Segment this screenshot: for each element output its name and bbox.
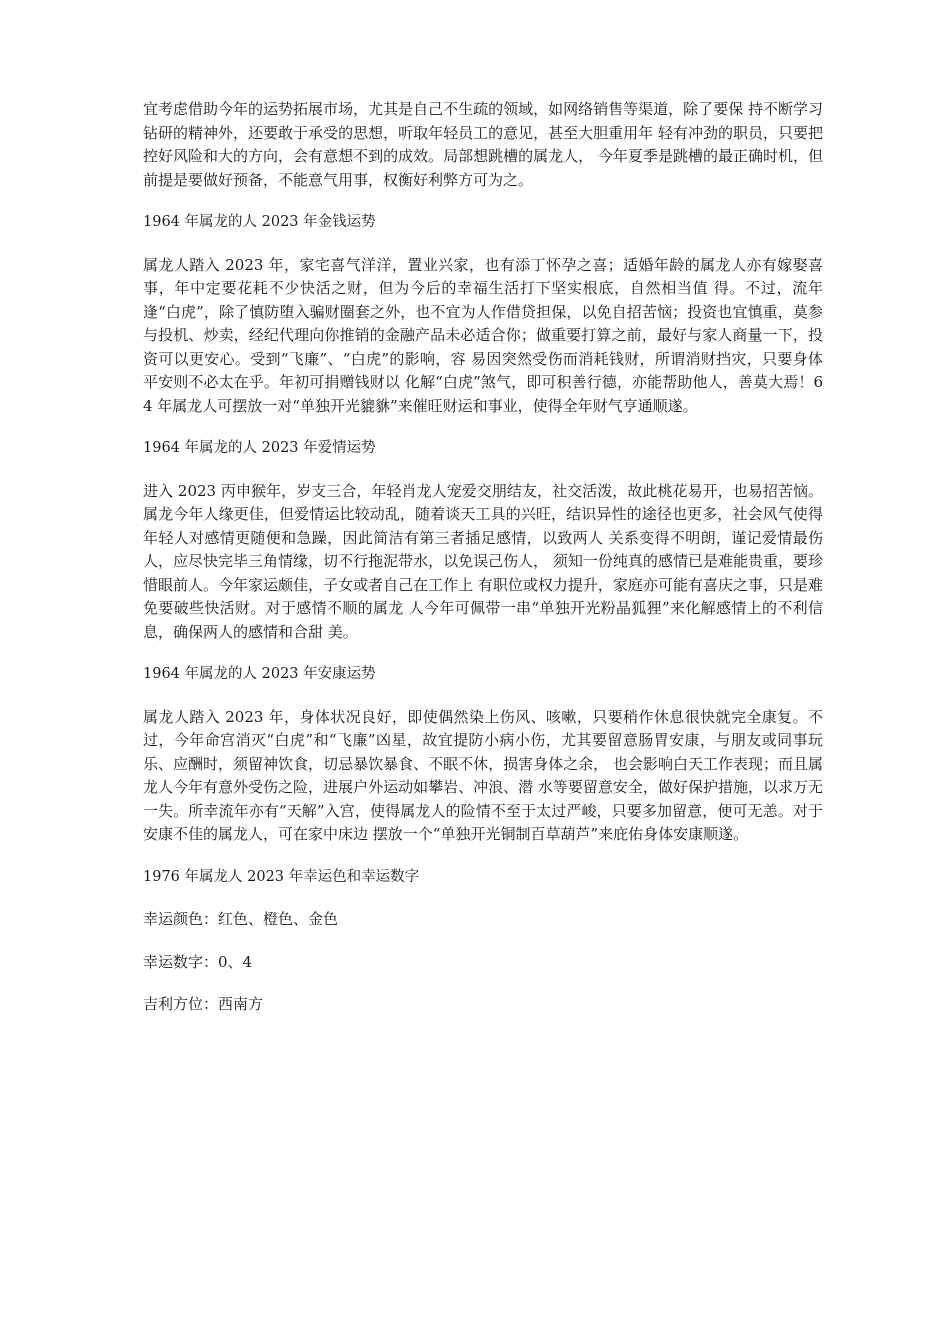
lucky-direction: 吉利方位：西南方 [143, 995, 264, 1013]
lucky-number: 幸运数字：0、4 [143, 952, 253, 971]
document-page [143, 98, 823, 1036]
lucky-color: 幸运颜色：红色、橙色、金色 [143, 910, 339, 928]
section-heading-health: 1964 年属龙的人 2023 年安康运势 [143, 666, 376, 682]
intro-paragraph: 宜考虑借助今年的运势拓展市场，尤其是自己不生疏的领域，如网络销售等渠道，除了要保 持不断学习钻研的精神外，还要敢于承受的思想，听取年轻员工的意见，甚至大胆重用年 轻有冲劲的职员，只要把控好风险和大的方向，会有意想不到的成效。局部想跳槽的属龙人， 今年夏季是跳槽的最正确时机，但前提是要做好预备，不能意气用事，权衡好利弊方可为之。 [143, 100, 823, 189]
section-body-health: 属龙人踏入 2023 年，身体状况良好，即使偶然染上伤风、咳嗽，只要稍作休息很快就完全康复。不过，今年命宫消灭“白虎”和“飞廉”凶星，故宜提防小病小伤，尤其要留意肠胃安康，与朋友或同事玩乐、应酬时，须留神饮食，切忌暴饮暴食、不眠不休，损害身体之余， 也会影响白天工作表现；而且属龙人今年有意外受伤之险，进展户外运动如攀岩、冲浪、潜 水等要留意安全，做好保护措施，以求万无一失。所幸流年亦有“天解”入宫，使得属龙人的险情不至于太过严峻，只要多加留意，便可无恙。对于安康不佳的属龙人，可在家中床边 摆放一个“单独开光铜制百草葫芦”来庇佑身体安康顺遂。 [143, 707, 823, 843]
lucky-heading: 1976 年属龙人 2023 年幸运色和幸运数字 [143, 868, 420, 885]
section-body-money: 属龙人踏入 2023 年，家宅喜气洋洋，置业兴家，也有添丁怀孕之喜；适婚年龄的属龙人亦有嫁娶喜事，年中定要花耗不少快活之财，但为今后的幸福生活打下坚实根底，自然相当值 得。不过，流年逢“白虎”，除了慎防堕入骗财圈套之外，也不宜为人作借贷担保，以免自招苦恼；投资也宜慎重，莫参与投机、炒卖，经纪代理向你推销的金融产品未必适合你；做重要打算之前，最好与家人商量一下，投资可以更安心。受到“飞廉”、“白虎”的影响，容 易因突然受伤而消耗钱财，所谓消财挡灾，只要身体平安则不必太在乎。年初可捐赠钱财以 化解“白虎”煞气，即可积善行德，亦能帮助他人，善莫大焉！64 年属龙人可摆放一对“单独开光貔貅”来催旺财运和事业，使得全年财气亨通顺遂。 [143, 255, 823, 415]
section-body-love: 进入 2023 丙申猴年，岁支三合，年轻肖龙人宠爱交朋结友，社交活泼，故此桃花易开，也易招苦恼。属龙今年人缘更佳，但爱情运比较动乱，随着谈天工具的兴旺，结识异性的途径也更多，社会风气使得年轻人对感情更随便和急躁，因此简洁有第三者插足感情，以致两人 关系变得不明朗，谨记爱情最伤人，应尽快完毕三角情缘，切不行拖泥带水，以免误己伤人， 须知一份纯真的感情已是难能贵重，要珍惜眼前人。今年家运颇佳，子女或者自己在工作上 有职位或权力提升，家庭亦可能有喜庆之事，只是难免要破些快活财。对于感情不顺的属龙 人今年可佩带一串“单独开光粉晶狐狸”来化解感情上的不利信息，确保两人的感情和合甜 美。 [143, 481, 823, 641]
section-heading-love: 1964 年属龙的人 2023 年爱情运势 [143, 440, 376, 456]
section-heading-money: 1964 年属龙的人 2023 年金钱运势 [143, 214, 376, 230]
